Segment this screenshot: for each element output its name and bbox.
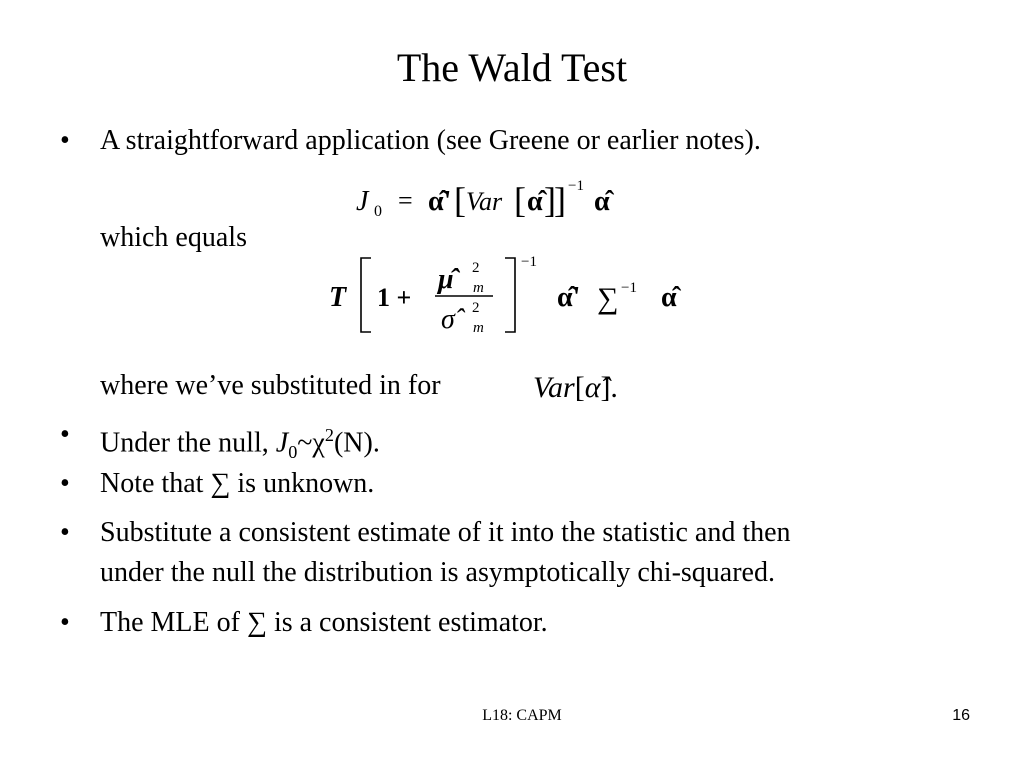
var-alpha-close: ]. — [600, 371, 618, 404]
eq2-T: T — [329, 282, 347, 313]
eq2-right-bracket — [505, 258, 515, 332]
bullet-5-lead: The MLE of — [100, 607, 247, 638]
var-alpha-var: Var — [533, 371, 575, 404]
slide-title: The Wald Test — [396, 45, 628, 90]
bullet-2-tail: (N). — [333, 427, 380, 459]
bullet-3-sigma: ∑ — [210, 468, 231, 499]
bullet-dot: • — [60, 125, 70, 156]
eq1-right-bracket: ] — [554, 180, 566, 220]
var-alpha-inline — [533, 370, 618, 406]
eq1-equals: = — [398, 186, 413, 215]
eq1-sub0: 0 — [374, 203, 382, 220]
bullet-4-line-2: under the null the distribution is asymptotically chi-squared. — [100, 557, 775, 588]
bullet-1-text: A straightforward application (see Greene or earlier notes). — [100, 125, 761, 156]
equation-wald-expanded — [325, 250, 705, 345]
which-equals-text: which equals — [100, 222, 247, 253]
eq2-sig-sub: m — [473, 320, 484, 336]
eq1-inner-left: [ — [514, 180, 526, 220]
eq2-alpha-prime: α̂' — [557, 282, 581, 313]
eq1-exponent: −1 — [568, 178, 584, 194]
bullet-3-text — [100, 466, 960, 502]
eq2-Sigma: ∑ — [597, 282, 619, 315]
bullet-5-text — [100, 605, 960, 641]
eq1-alpha: α̂ — [527, 186, 543, 217]
var-alpha-alpha: α̂ — [584, 371, 601, 404]
bullet-dot: • — [60, 517, 70, 548]
bullet-2-chi: ~χ — [297, 427, 325, 459]
eq1-var: Var — [466, 187, 503, 216]
bullet-2-sup2: 2 — [324, 425, 334, 445]
bullet-2-J: J — [275, 427, 289, 459]
eq1-alpha-prime: α̂' — [428, 186, 452, 217]
equation-wald-j0 — [350, 176, 640, 226]
bullet-3-lead: Note that — [100, 468, 211, 499]
where-substituted-text: where we’ve substituted in for — [100, 370, 441, 401]
bullet-2-text — [100, 417, 960, 470]
eq2-bracket-exponent: −1 — [521, 254, 537, 270]
eq2-alpha-end: α̂ — [661, 282, 677, 313]
eq1-J: J — [356, 186, 369, 217]
eq1-left-bracket: [ — [454, 180, 466, 220]
bullet-dot: • — [60, 607, 70, 638]
bullet-4 — [60, 515, 960, 595]
bullet-2-lead: Under the null, — [100, 427, 276, 459]
eq2-mu-sup: 2 — [472, 260, 480, 276]
var-alpha-open: [ — [574, 371, 585, 404]
page-number: 16 — [952, 707, 970, 724]
bullet-dot: • — [60, 419, 70, 450]
eq2-left-bracket — [361, 258, 371, 332]
bullet-3-tail: is unknown. — [230, 468, 375, 499]
eq2-sigma-exponent: −1 — [621, 280, 637, 296]
eq2-sigma: σ̂ — [441, 304, 455, 335]
footer-title: L18: CAPM — [482, 707, 562, 724]
bullet-2-sub0: 0 — [288, 441, 298, 462]
bullet-5-sigma: ∑ — [246, 607, 267, 638]
bullet-4-line-1: Substitute a consistent estimate of it into the statistic and then — [100, 517, 791, 548]
eq2-mu: μ̂ — [438, 264, 454, 295]
bullet-5-tail: is a consistent estimator. — [266, 607, 548, 638]
eq1-inner-right: ] — [544, 180, 556, 220]
bullet-dot: • — [60, 468, 70, 499]
eq2-sig-sup: 2 — [472, 300, 480, 316]
eq2-mu-sub: m — [473, 280, 484, 296]
eq2-one-plus: 1 + — [377, 283, 412, 312]
eq1-alpha-end: α̂ — [594, 186, 610, 217]
